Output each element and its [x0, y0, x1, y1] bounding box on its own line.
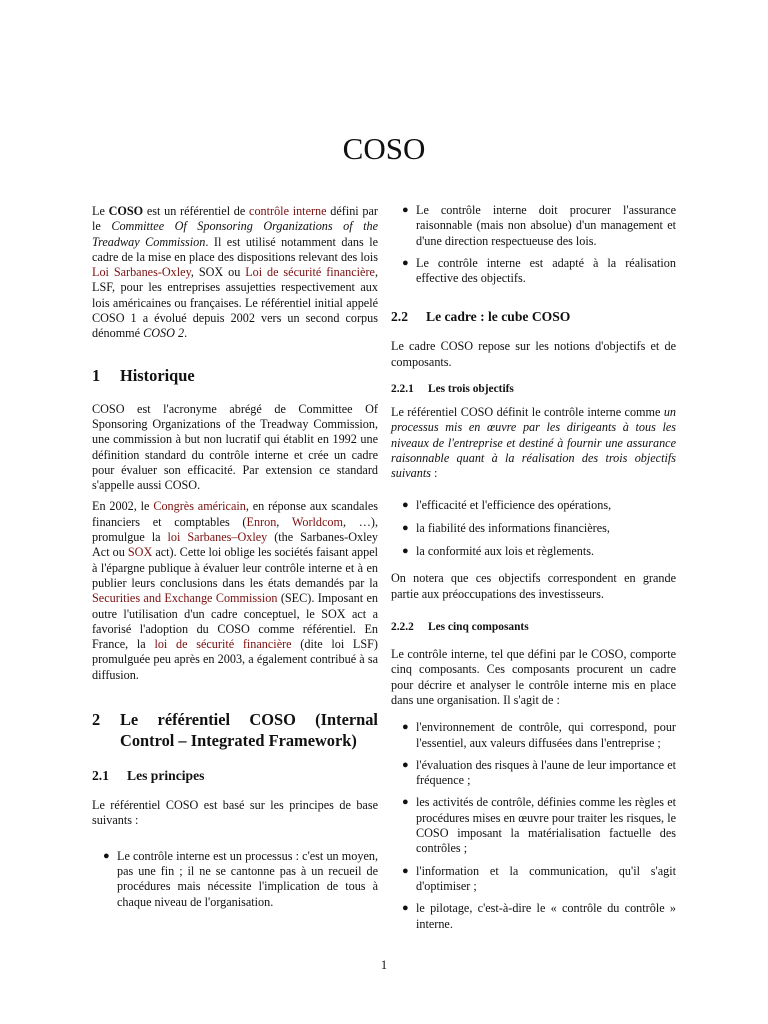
- list-item: ● le pilotage, c'est-à-dire le « contrôle du contrôle » interne.: [402, 901, 676, 931]
- subsection-2-2-heading: 2.2 Le cadre : le cube COSO: [391, 309, 571, 325]
- link-loi-sarbanes-oxley[interactable]: Loi Sarbanes-Oxley: [92, 265, 191, 280]
- bullet-icon: ●: [103, 849, 110, 862]
- principes-list: [92, 849, 378, 910]
- bullet-icon: ●: [402, 498, 409, 511]
- bullet-icon: ●: [402, 521, 409, 534]
- bullet-icon: ●: [402, 758, 409, 771]
- list-item: ● la conformité aux lois et règlements.: [402, 544, 595, 559]
- link-loi-sarbanes-oxley-2[interactable]: loi Sarbanes–Oxley: [167, 530, 268, 545]
- list-item: ● l'environnement de contrôle, qui correspond, pour l'essentiel, aux valeurs diffusées dans l'entreprise ;: [402, 720, 676, 750]
- link-controle-interne[interactable]: contrôle interne: [249, 204, 327, 218]
- historique-paragraph-1: COSO est l'acronyme abrégé de Committee Of Sponsoring Organizations of the Treadway Commission, une commission à but non lucratif qui établit en 1992 une définition standard du contrôle interne et crée un cadre pour évaluer son efficacité. Par extension ce standard s'appelle aussi COSO.: [92, 401, 378, 493]
- right-column: [391, 203, 676, 932]
- bullet-icon: ●: [402, 256, 409, 269]
- coso-bold: COSO: [108, 204, 144, 218]
- list-item: ● Le contrôle interne est adapté à la réalisation effective des objectifs.: [402, 255, 676, 286]
- list-item: ● la fiabilité des informations financières,: [402, 520, 610, 535]
- link-congres-americain[interactable]: Congrès américain: [153, 499, 246, 514]
- bullet-icon: ●: [402, 796, 409, 809]
- link-enron[interactable]: Enron: [246, 514, 277, 529]
- historique-paragraph-2: En 2002, le Congrès américain, en réponse aux scandales financiers et comptables (Enron, Worldcom, …), promulgue la loi Sarbanes–Oxley (the Sarbanes-Oxley Act ou SOX act). Cette loi oblige les sociétés faisant appel à l'épargne publique à évaluer leur contrôle interne et à en publier leurs conclusions dans les états demandés par la Securities and Exchange Commission (SEC). Imposant en outre l'utilisation d'un cadre conceptuel, le SOX act a favorisé l'adoption du COSO comme référentiel. En France, la loi de sécurité financière (dite loi LSF) promulguée peu après en 2003, a également contribué à sa diffusion.: [92, 499, 379, 682]
- page-title: COSO: [342, 130, 426, 166]
- subsubsection-2-2-2-heading: 2.2.2 Les cinq composants: [391, 621, 529, 634]
- link-sox[interactable]: SOX: [127, 545, 153, 560]
- composants-list: [391, 720, 676, 932]
- subsection-2-1-heading: 2.1 Les principes: [92, 768, 205, 784]
- list-item: ● l'information et la communication, qu'il s'agit d'optimiser ;: [402, 863, 676, 893]
- section-1-heading: 1 Historique: [92, 365, 195, 385]
- principes-intro: Le référentiel COSO est basé sur les principes de base suivants :: [92, 798, 378, 828]
- subsubsection-2-2-1-heading: 2.2.1 Les trois objectifs: [391, 383, 514, 396]
- objectifs-list: [391, 498, 676, 560]
- list-item: ● les activités de contrôle, définies comme les règles et procédures mises en œuvre pour traiter les risques, le COSO imposant la matérialisation factuelle des contrôles ;: [402, 795, 676, 856]
- objectifs-paragraph: Le référentiel COSO définit le contrôle interne comme un processus mis en œuvre par les dirigeants à tous les niveaux de l'entreprise et destiné à fournir une assurance raisonnable quant à la réalisation des trois objectifs suivants :: [391, 405, 676, 481]
- link-loi-securite-financiere-2[interactable]: loi de sécurité financière: [154, 637, 292, 652]
- link-sec[interactable]: Securities and Exchange Commission: [92, 591, 278, 606]
- bullet-icon: ●: [402, 902, 409, 915]
- cadre-intro: Le cadre COSO repose sur les notions d'objectifs et de composants.: [391, 339, 676, 369]
- composants-intro: Le contrôle interne, tel que défini par le COSO, comporte cinq composants. Ces composants procurent un cadre pour décrire et analyser le contrôle interne mis en place dans une organisation. Il s'agit de :: [391, 647, 676, 707]
- objectifs-note: On notera que ces objectifs correspondent en grande partie aux préoccupations des investisseurs.: [391, 571, 676, 601]
- list-item: ● Le contrôle interne est un processus : c'est un moyen, pas une fin ; il ne se cantonne pas à un recueil de procédures mais nécessite l'implication de tous à chaque niveau de l'organisation.: [103, 848, 378, 909]
- left-column: [92, 204, 378, 910]
- list-item: ● Le contrôle interne doit procurer l'assurance raisonnable (mais non absolue) d'un management et d'une direction respectueuse des lois.: [402, 203, 676, 248]
- list-item: ● l'évaluation des risques à l'aune de leur importance et fréquence ;: [402, 757, 676, 788]
- bullet-icon: ●: [402, 545, 409, 558]
- page-number: 1: [380, 958, 388, 972]
- section-2-heading: 2 Le référentiel COSO (Internal Control – Integrated Framework): [92, 710, 378, 751]
- bullet-icon: ●: [402, 204, 409, 216]
- intro-paragraph: Le COSO est un référentiel de contrôle interne défini par le Committee Of Sponsoring Organizations of the Treadway Commission. Il est utilisé notamment dans le cadre de la mise en place des dispositions relevant des lois Loi Sarbanes-Oxley, SOX ou Loi de sécurité financière, LSF, pour les entreprises assujetties respectivement aux lois américaines ou françaises. Le référentiel initial appelé COSO 1 a évolué depuis 2002 vers un second corpus dénommé COSO 2.: [92, 204, 379, 341]
- bullet-icon: ●: [402, 864, 409, 877]
- bullet-icon: ●: [402, 721, 409, 734]
- list-item: ● l'efficacité et l'efficience des opérations,: [402, 497, 612, 512]
- link-worldcom[interactable]: Worldcom: [291, 514, 343, 529]
- link-loi-securite-financiere[interactable]: Loi de sécurité financière: [245, 265, 375, 280]
- principes-list-continued: [391, 203, 676, 286]
